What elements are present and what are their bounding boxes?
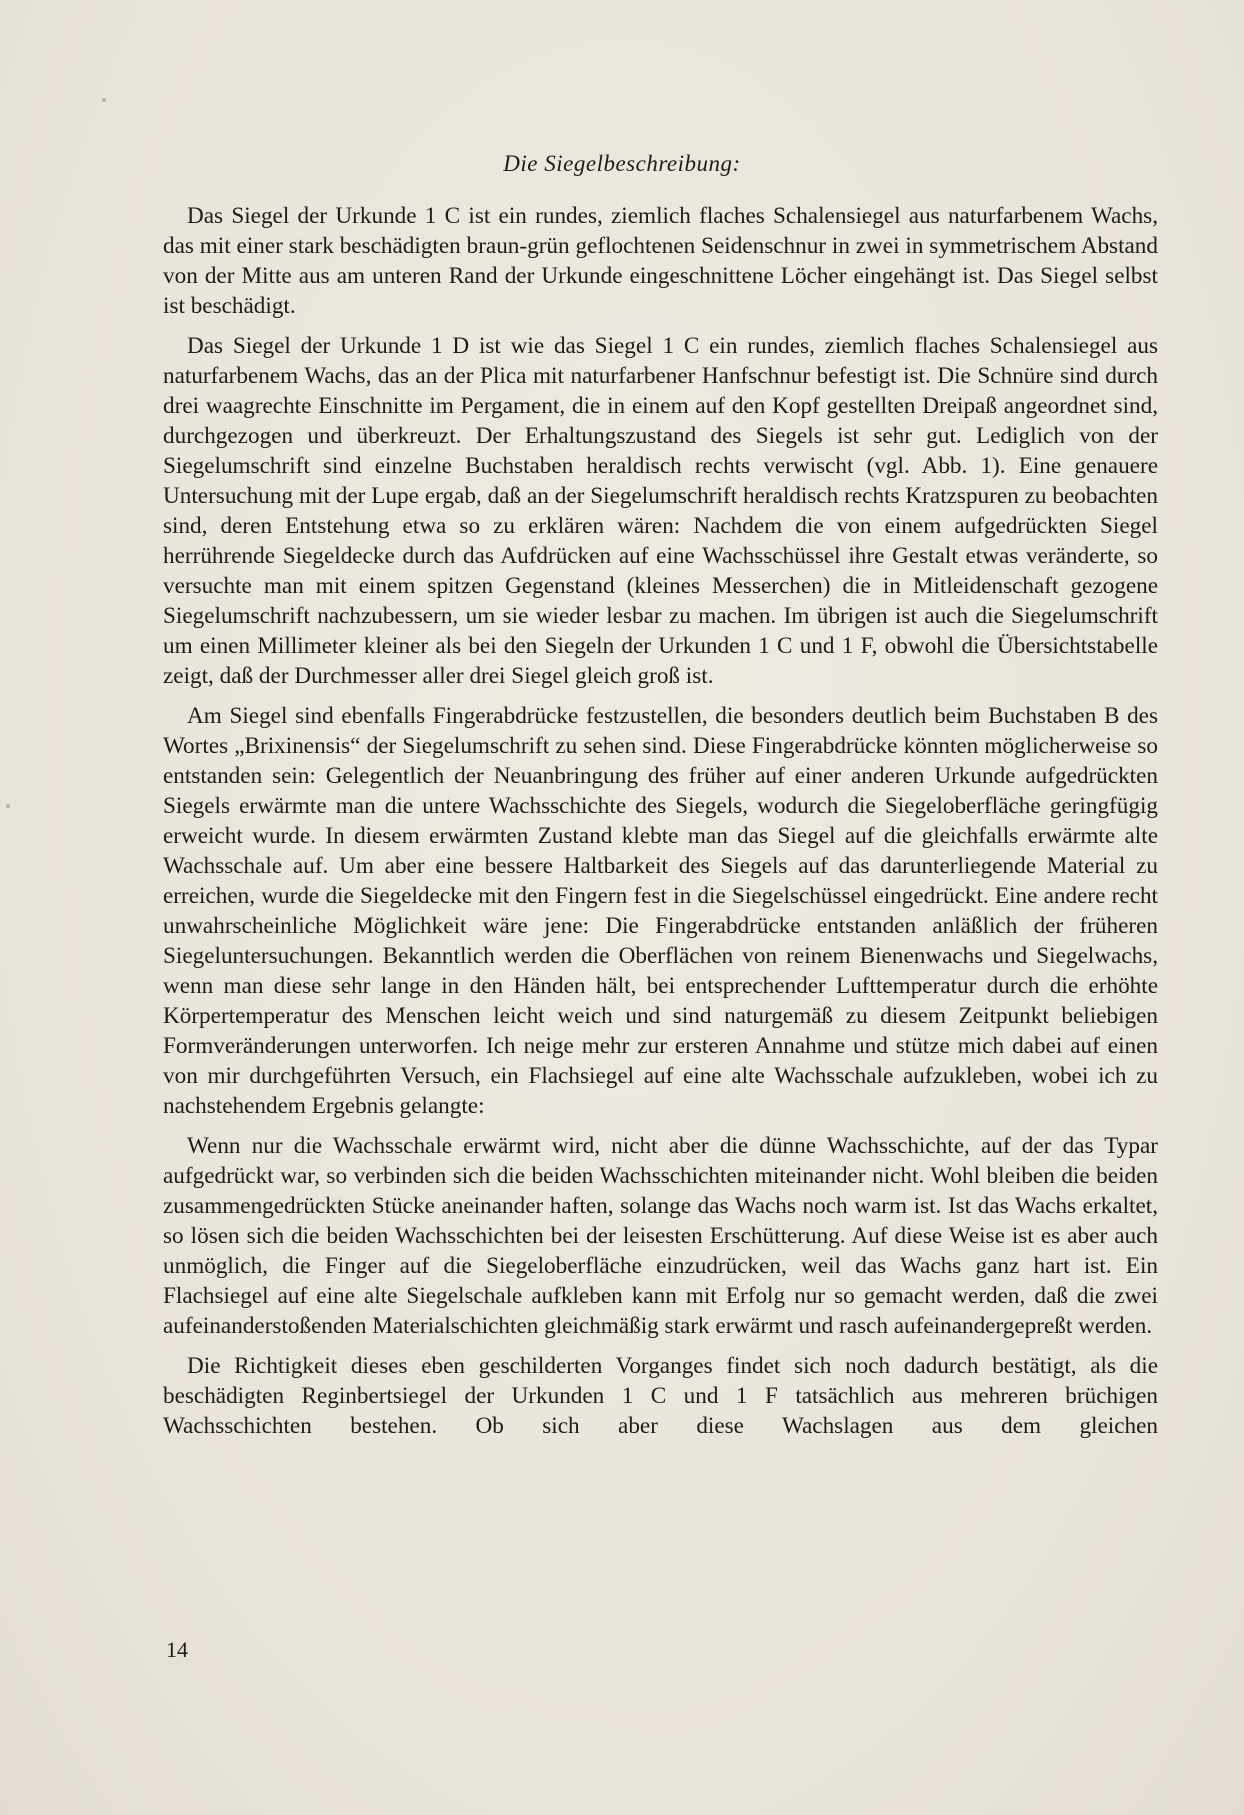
body-text <box>163 201 1158 1451</box>
paragraph: Am Siegel sind ebenfalls Fingerabdrücke festzustellen, die besonders deutlich beim Buchstaben B des Wortes „Brixinensis“ der Siegelumschrift zu sehen sind. Diese Fingerabdrücke könnten möglicherweise so entstanden sein: Gelegentlich der Neuanbringung des früher auf einer anderen Urkunde aufgedrückten Siegels erwärmte man die untere Wachsschichte des Siegels, wodurch die Siegeloberfläche geringfügig erweicht wurde. In diesem erwärmten Zustand klebte man das Siegel auf die gleichfalls erwärmte alte Wachsschale auf. Um aber eine bessere Haltbarkeit des Siegels auf das darunterliegende Material zu erreichen, wurde die Siegeldecke mit den Fingern fest in die Siegelschüssel eingedrückt. Eine andere recht unwahrscheinliche Möglichkeit wäre jene: Die Fingerabdrücke entstanden anläßlich der früheren Siegeluntersuchungen. Bekanntlich werden die Oberflächen von reinem Bienenwachs und Siegelwachs, wenn man diese sehr lange in den Händen hält, bei entsprechender Lufttemperatur durch die erhöhte Körpertemperatur des Menschen leicht weich und sind naturgemäß zu diesem Zeitpunkt beliebigen Formveränderungen unterworfen. Ich neige mehr zur ersteren Annahme und stütze mich dabei auf einen von mir durchgeführten Versuch, ein Flachsiegel auf eine alte Wachsschale aufzukleben, wobei ich zu nachstehendem Ergebnis gelangte: <box>163 703 1158 1119</box>
paper-speck <box>6 804 10 808</box>
section-heading: Die Siegelbeschreibung: <box>503 151 741 176</box>
paragraph: Das Siegel der Urkunde 1 C ist ein rundes, ziemlich flaches Schalensiegel aus naturfarbenem Wachs, das mit einer stark beschädigten braun-grün geflochtenen Seidenschnur in zwei in symmetrischem Abstand von der Mitte aus am unteren Rand der Urkunde eingeschnittene Löcher eingehängt ist. Das Siegel selbst ist beschädigt. <box>163 203 1158 319</box>
paragraph: Wenn nur die Wachsschale erwärmt wird, nicht aber die dünne Wachsschichte, auf der das Typar aufgedrückt war, so verbinden sich die beiden Wachsschichten miteinander nicht. Wohl bleiben die beiden zusammengedrückten Stücke aneinander haften, solange das Wachs noch warm ist. Ist das Wachs erkaltet, so lösen sich die beiden Wachsschichten bei der leisesten Erschütterung. Auf diese Weise ist es aber auch unmöglich, die Finger auf die Siegeloberfläche einzudrücken, weil das Wachs ganz hart ist. Ein Flachsiegel auf eine alte Siegelschale aufkleben kann mit Erfolg nur so gemacht werden, daß die zwei aufeinanderstoßenden Materialschichten gleichmäßig stark erwärmt und rasch aufeinandergepreßt werden. <box>163 1133 1158 1339</box>
paragraph: Die Richtigkeit dieses eben geschilderten Vorganges findet sich noch dadurch bestätigt, als die beschädigten Reginbertsiegel der Urkunden 1 C und 1 F tatsächlich aus mehreren brüchigen Wachsschichten bestehen. Ob sich aber diese Wachslagen aus dem gleichen <box>163 1353 1158 1439</box>
page-number: 14 <box>166 1637 188 1662</box>
paper-speck <box>102 98 106 102</box>
paragraph: Das Siegel der Urkunde 1 D ist wie das Siegel 1 C ein rundes, ziemlich flaches Schalensiegel aus naturfarbenem Wachs, das an der Plica mit naturfarbener Hanfschnur befestigt ist. Die Schnüre sind durch drei waagrechte Einschnitte im Pergament, die in einem auf den Kopf gestellten Dreipaß angeordnet sind, durchgezogen und überkreuzt. Der Erhaltungszustand des Siegels ist sehr gut. Lediglich von der Siegelumschrift sind einzelne Buchstaben heraldisch rechts verwischt (vgl. Abb. 1). Eine genauere Untersuchung mit der Lupe ergab, daß an der Siegelumschrift heraldisch rechts Kratzspuren zu beobachten sind, deren Entstehung etwa so zu erklären wären: Nachdem die von einem aufgedrückten Siegel herrührende Siegeldecke durch das Aufdrücken auf eine Wachsschüssel ihre Gestalt etwas veränderte, so versuchte man mit einem spitzen Gegenstand (kleines Messerchen) die in Mitleidenschaft gezogene Siegelumschrift nachzubessern, um sie wieder lesbar zu machen. Im übrigen ist auch die Siegelumschrift um einen Millimeter kleiner als bei den Siegeln der Urkunden 1 C und 1 F, obwohl die Übersichtstabelle zeigt, daß der Durchmesser aller drei Siegel gleich groß ist. <box>163 333 1158 689</box>
